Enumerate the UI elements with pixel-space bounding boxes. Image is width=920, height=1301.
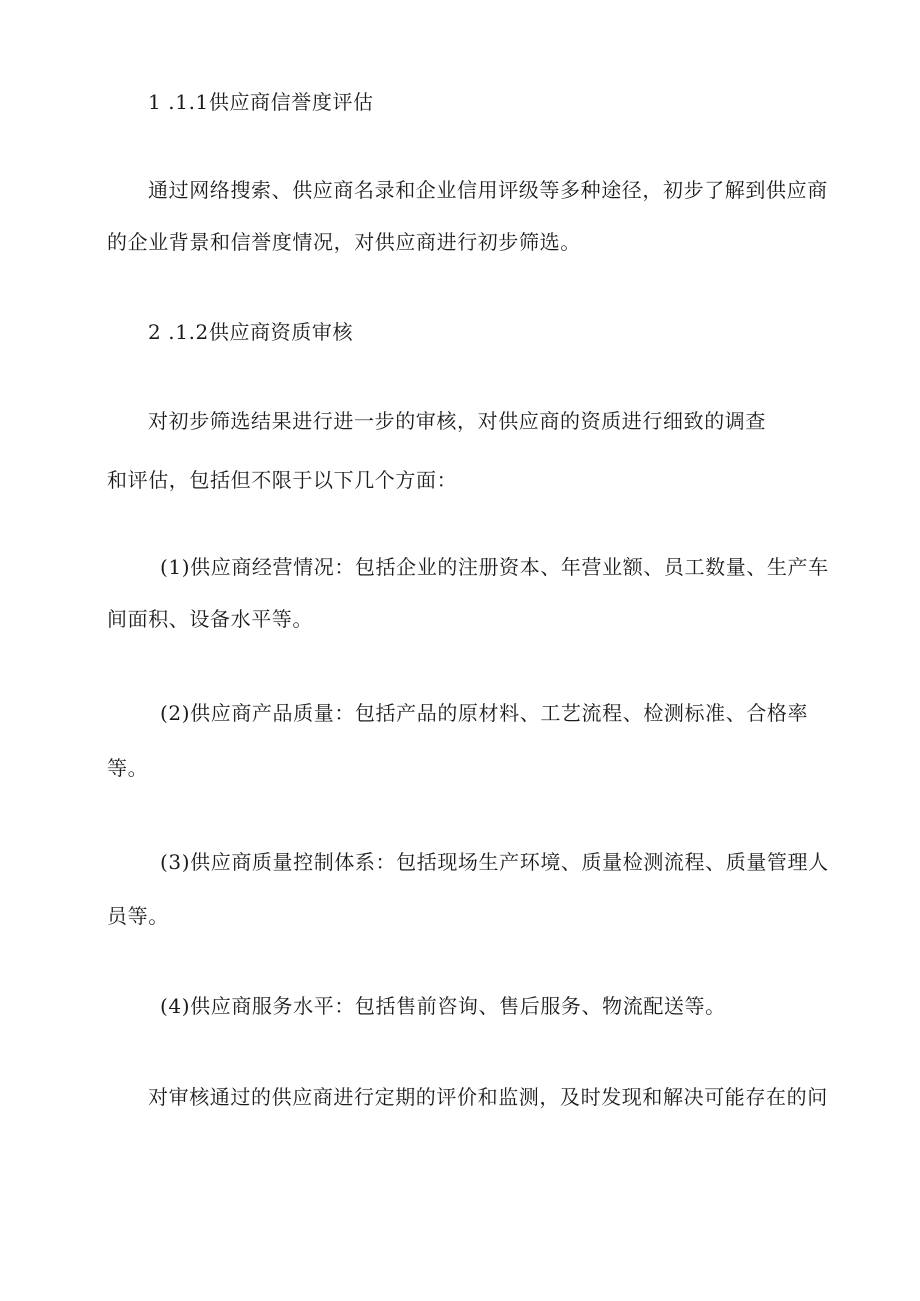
- list-item-3-line-2: 员等。: [107, 904, 169, 928]
- section-1-heading: 1 .1.1供应商信誉度评估: [148, 90, 374, 114]
- list-item-3-line-1: (3)供应商质量控制体系：包括现场生产环境、质量检测流程、质量管理人: [160, 850, 829, 874]
- section-2-intro-line-1: 对初步筛选结果进行进一步的审核，对供应商的资质进行细致的调查: [148, 409, 766, 433]
- section-1-paragraph-line-1: 通过网络搜索、供应商名录和企业信用评级等多种途径，初步了解到供应商: [148, 178, 828, 202]
- closing-paragraph-line-1: 对审核通过的供应商进行定期的评价和监测，及时发现和解决可能存在的问: [148, 1085, 828, 1109]
- list-item-2-line-1: (2)供应商产品质量：包括产品的原材料、工艺流程、检测标准、合格率: [160, 701, 809, 725]
- section-2-intro-line-2: 和评估，包括但不限于以下几个方面：: [107, 468, 458, 492]
- list-item-1-line-1: (1)供应商经营情况：包括企业的注册资本、年营业额、员工数量、生产车: [160, 555, 829, 579]
- list-item-2-line-2: 等。: [107, 756, 149, 780]
- list-item-1-line-2: 间面积、设备水平等。: [107, 607, 313, 631]
- section-2-heading: 2 .1.2供应商资质审核: [148, 320, 354, 344]
- section-1-paragraph-line-2: 的企业背景和信誉度情况，对供应商进行初步筛选。: [107, 230, 581, 254]
- list-item-4-line-1: (4)供应商服务水平：包括售前咨询、售后服务、物流配送等。: [160, 994, 726, 1018]
